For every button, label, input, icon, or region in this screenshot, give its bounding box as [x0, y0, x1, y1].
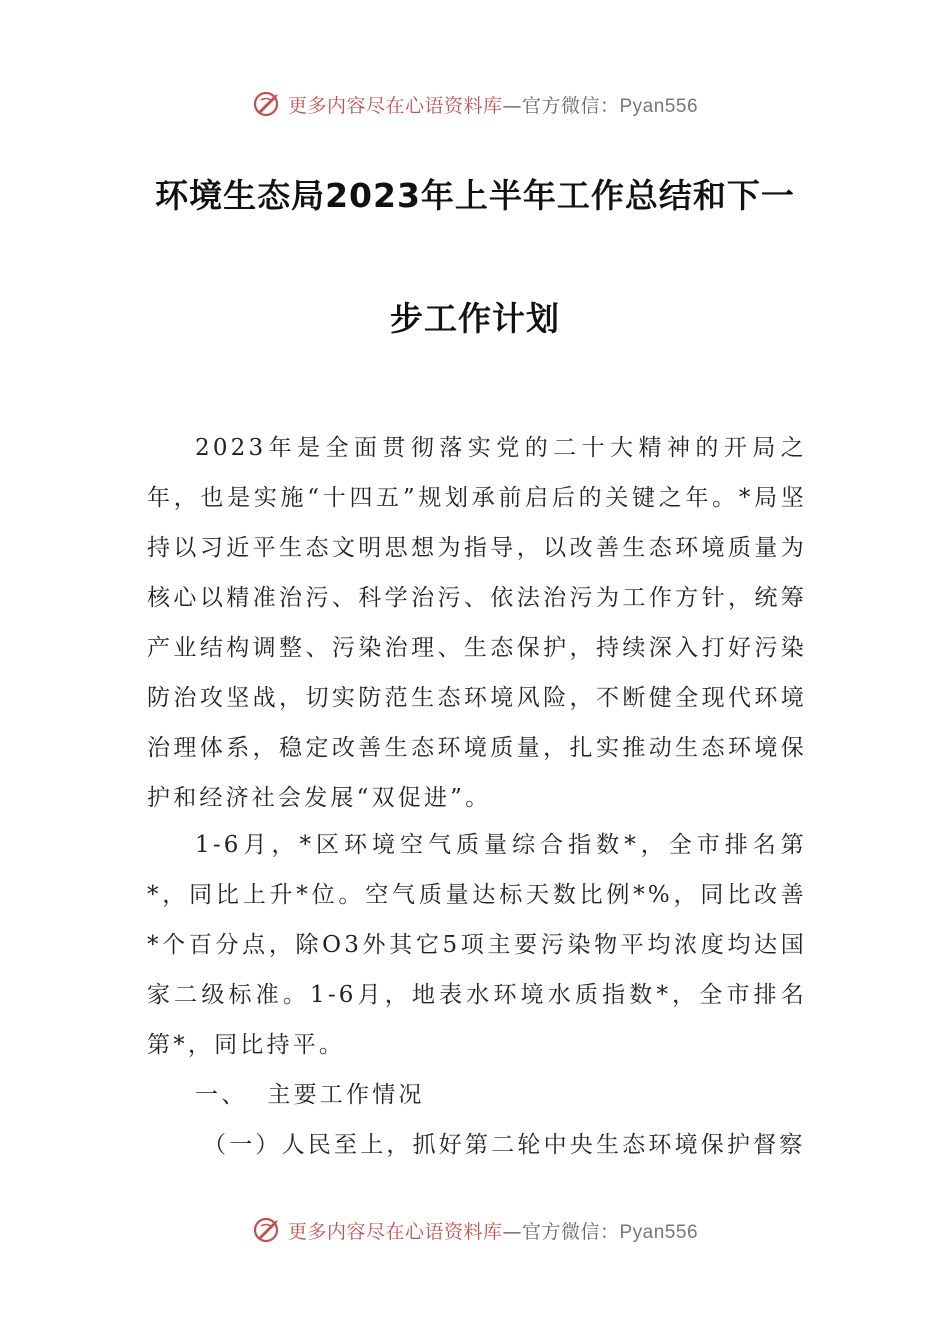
header-banner [0, 84, 950, 124]
pen-logo-icon [252, 1214, 284, 1246]
banner-text [288, 91, 698, 118]
paragraph-indicators [147, 820, 807, 1070]
pen-logo-icon [252, 88, 284, 120]
banner-wechat-id: Pyan556 [619, 1221, 699, 1243]
banner-wechat-id: Pyan556 [619, 95, 699, 117]
footer-banner [0, 1210, 950, 1250]
banner-main-text: 更多内容尽在心语资料库 [287, 1220, 503, 1243]
subsection-heading [147, 1120, 807, 1170]
paragraph-intro-text: 2023年是全面贯彻落实党的二十大精神的开局之年，也是实施“十四五”规划承前启后的关键之年。*局坚持以习近平生态文明思想为指导，以改善生态环境质量为核心以精准治污、科学治污、依法治污为工作方针，统筹产业结构调整、污染治理、生态保护，持续深入打好污染防治攻坚战，切实防范生态环境风险，不断健全现代环境治理体系，稳定改善生态环境质量，扎实推动生态环境保护和经济社会发展“双促进”。 [147, 435, 807, 811]
subsection-heading-text: （一）人民至上，抓好第二轮中央生态环境保护督察 [203, 1132, 806, 1158]
document-title-line-1: 环境生态局2023年上半年工作总结和下一 [155, 176, 795, 215]
banner-text [288, 1217, 698, 1244]
document-title-line-2: 步工作计划 [390, 299, 560, 338]
banner-dash: — [502, 1220, 522, 1243]
banner-main-text: 更多内容尽在心语资料库 [287, 94, 503, 117]
banner-wechat-label: 官方微信： [521, 1220, 620, 1243]
paragraph-intro [147, 423, 807, 823]
section-heading [147, 1070, 807, 1120]
paragraph-indicators-text: 1-6月，*区环境空气质量综合指数*，全市排名第*，同比上升*位。空气质量达标天数比例*%，同比改善*个百分点，除O3外其它5项主要污染物平均浓度均达国家二级标准。1-6月，地表水环境水质指数*，全市排名第*，同比持平。 [147, 832, 807, 1058]
section-heading-text: 主要工作情况 [267, 1082, 425, 1108]
section-number: 一、 [195, 1082, 248, 1108]
banner-dash: — [502, 94, 522, 117]
banner-wechat-label: 官方微信： [521, 94, 620, 117]
